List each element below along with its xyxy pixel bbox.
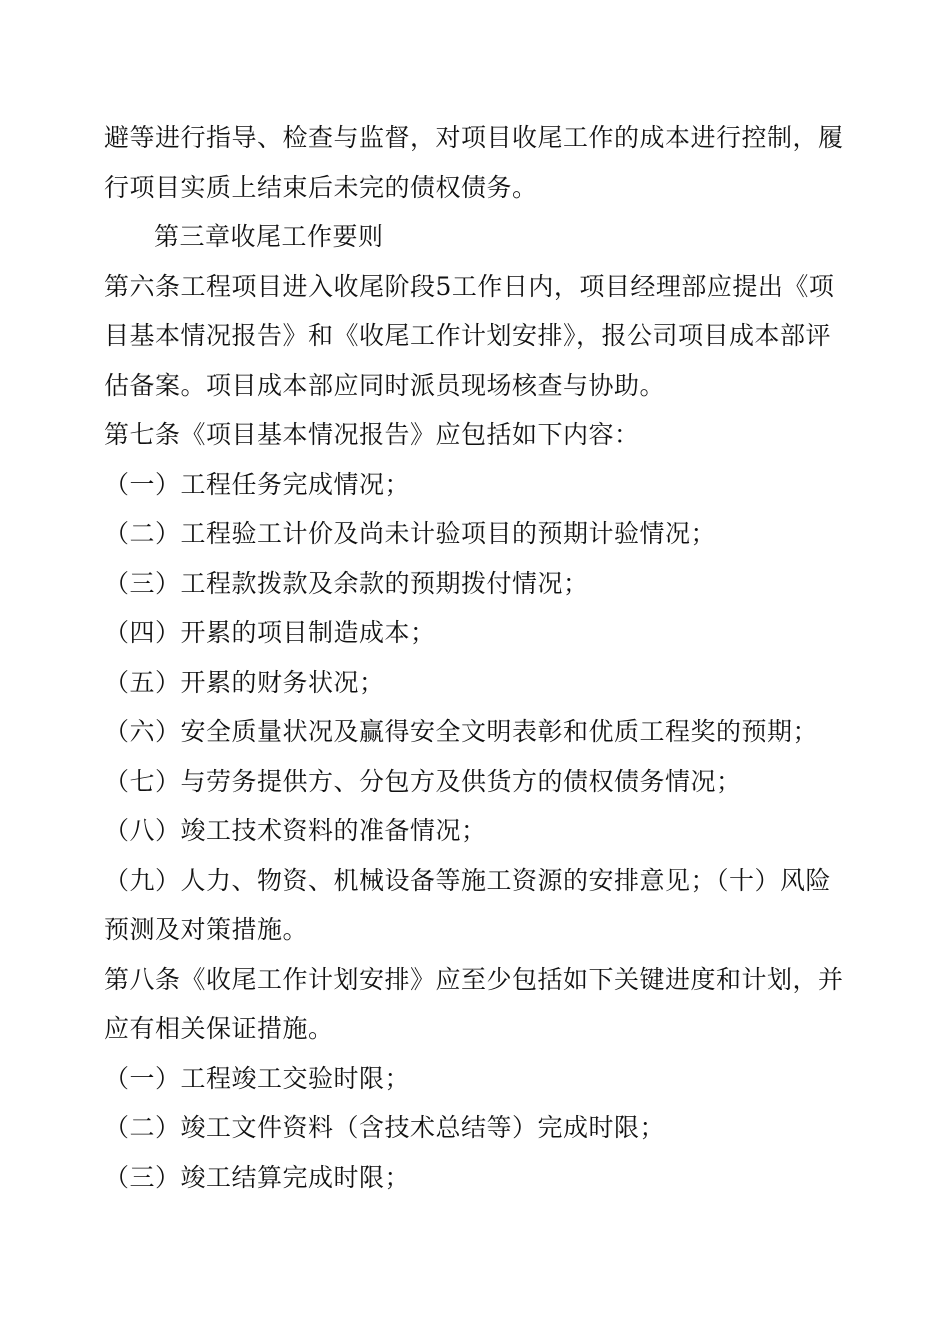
text-line: 估备案。项目成本部应同时派员现场核查与协助。 — [104, 370, 666, 400]
list-item: （五）开累的财务状况； — [104, 667, 385, 697]
list-item: （二）工程验工计价及尚未计验项目的预期计验情况； — [104, 519, 717, 548]
list-item: （四）开累的项目制造成本； — [104, 618, 436, 647]
text-line: 行项目实质上结束后未完的债权债务。 — [104, 172, 538, 202]
list-item: （二）竣工文件资料（含技术总结等）完成时限； — [104, 1113, 666, 1142]
text-line: 避等进行指导、检查与监督，对项目收尾工作的成本进行控制，履 — [104, 123, 844, 152]
list-item: （一）工程任务完成情况； — [104, 469, 411, 499]
list-item: （三）竣工结算完成时限； — [104, 1162, 411, 1192]
list-item: （三）工程款拨款及余款的预期拨付情况； — [104, 568, 589, 598]
list-item: （一）工程竣工交验时限； — [104, 1063, 411, 1093]
text-line: 应有相关保证措施。 — [104, 1014, 334, 1043]
text-line: 目基本情况报告》和《收尾工作计划安排》，报公司项目成本部评 — [104, 321, 832, 350]
text-line: 预测及对策措施。 — [104, 915, 309, 944]
document-body — [104, 113, 849, 1202]
article-8-line: 第八条《收尾工作计划安排》应至少包括如下关键进度和计划，并 — [104, 964, 844, 994]
chapter-heading: 第三章收尾工作要则 — [154, 222, 384, 251]
list-item: （六）安全质量状况及赢得安全文明表彰和优质工程奖的预期； — [104, 717, 819, 746]
list-item: （八）竣工技术资料的准备情况； — [104, 816, 487, 845]
article-6-line: 第六条工程项目进入收尾阶段5工作日内，项目经理部应提出《项 — [104, 271, 835, 301]
list-item: （九）人力、物资、机械设备等施工资源的安排意见；（十）风险 — [104, 865, 832, 895]
article-7-line: 第七条《项目基本情况报告》应包括如下内容： — [104, 420, 640, 449]
list-item: （七）与劳务提供方、分包方及供货方的债权债务情况； — [104, 766, 742, 796]
